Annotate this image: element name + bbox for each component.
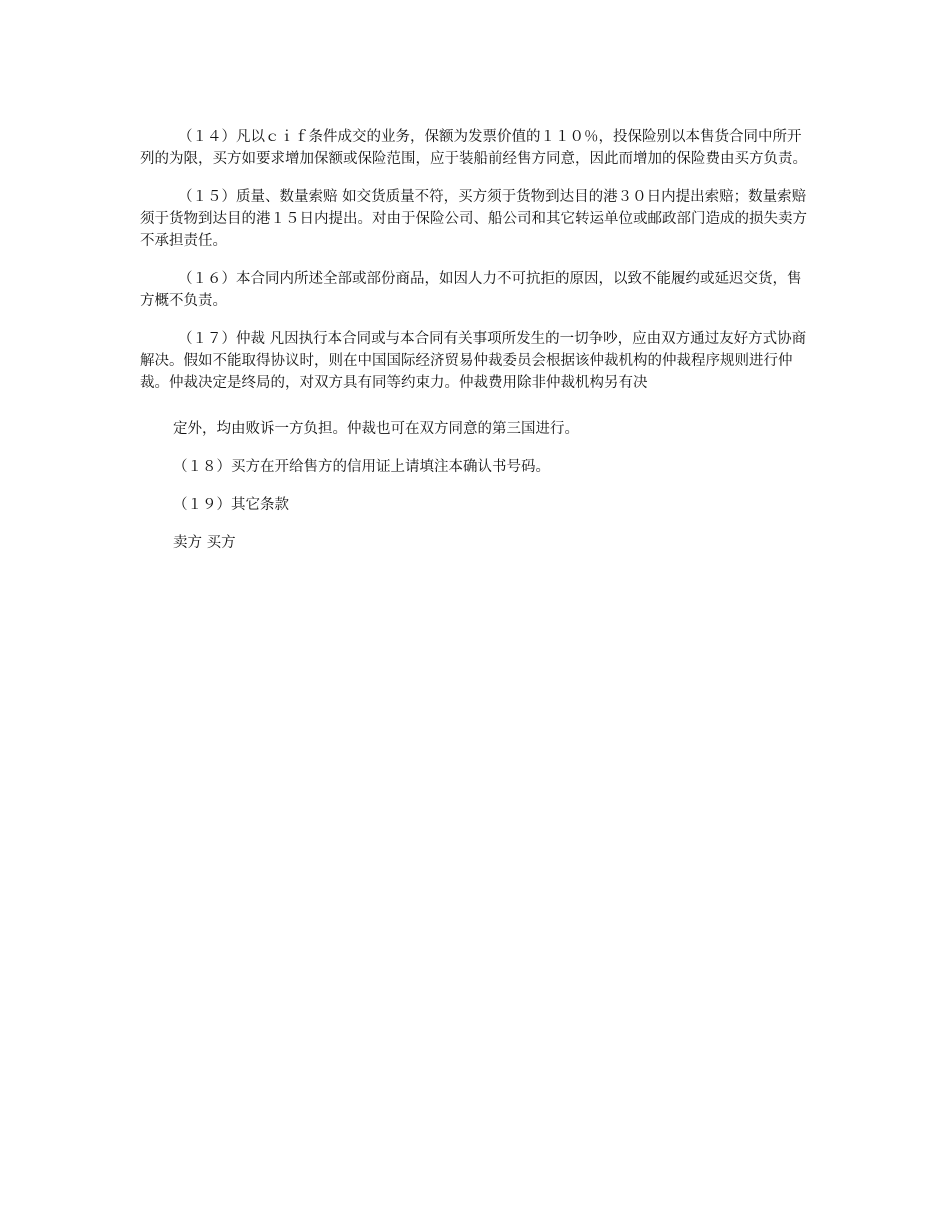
clause-14-insurance: （１４）凡以ｃｉｆ条件成交的业务，保额为发票价值的１１０％，投保险别以本售货合同中所开列的为限，买方如要求增加保额或保险范围，应于装船前经售方同意，因此而增加的保险费由买方负责。	[140, 129, 807, 167]
clause-15-claims: （１５）质量、数量索赔 如交货质量不符，买方须于货物到达目的港３０日内提出索赔；数量索赔须于货物到达目的港１５日内提出。对由于保险公司、船公司和其它转运单位或邮政部门造成的损失卖方不承担责任。	[140, 189, 807, 249]
clause-19-other-terms: （１９）其它条款	[173, 497, 289, 513]
clause-18-letter-of-credit: （１８）买方在开给售方的信用证上请填注本确认书号码。	[173, 459, 550, 475]
signature-line-seller-buyer: 卖方 买方	[173, 535, 236, 551]
clause-17-arbitration: （１７）仲裁 凡因执行本合同或与本合同有关事项所发生的一切争吵，应由双方通过友好方式协商解决。假如不能取得协议时，则在中国国际经济贸易仲裁委员会根据该仲裁机构的仲裁程序规则进行仲裁。仲裁决定是终局的，对双方具有同等约束力。仲裁费用除非仲裁机构另有决	[140, 331, 807, 391]
document-page	[140, 126, 812, 570]
clause-17-arbitration-continued: 定外，均由败诉一方负担。仲裁也可在双方同意的第三国进行。	[173, 421, 579, 437]
clause-16-force-majeure: （１６）本合同内所述全部或部份商品，如因人力不可抗拒的原因，以致不能履约或延迟交货，售方概不负责。	[140, 271, 802, 309]
